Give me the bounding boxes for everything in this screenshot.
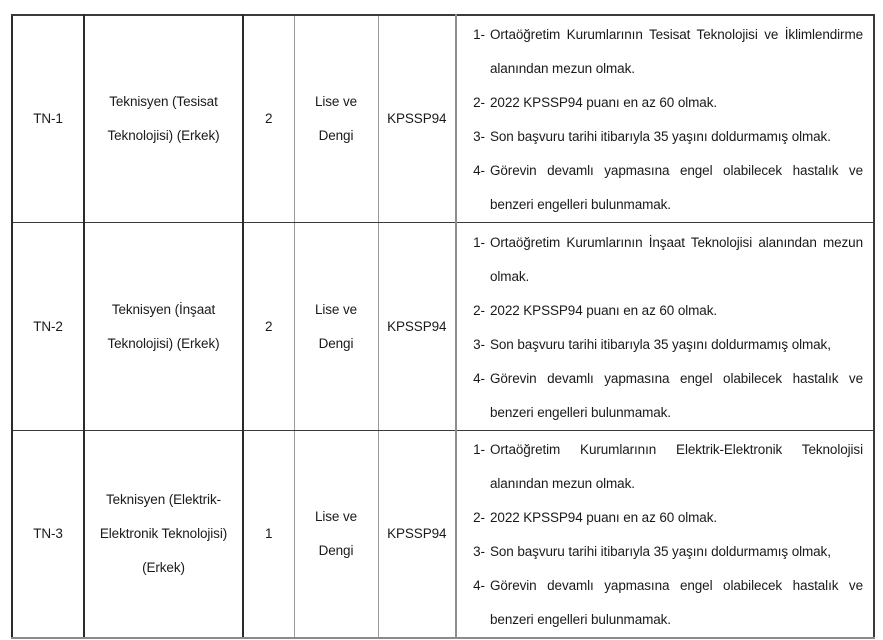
requirement-text: Son başvuru tarihi itibarıyla 35 yaşını doldurmamış olmak, [490, 336, 831, 352]
position-code-cell [12, 15, 84, 223]
requirement-item [468, 569, 863, 637]
position-code: TN-2 [33, 318, 63, 334]
requirement-number: 2- [473, 510, 485, 525]
requirement-text: Son başvuru tarihi itibarıyla 35 yaşını doldurmamış olmak. [490, 129, 831, 144]
requirement-number: 1- [473, 27, 485, 42]
position-count-cell [243, 15, 294, 223]
position-title-line: (Erkek) [142, 560, 185, 575]
position-count-cell [243, 223, 294, 431]
position-title-cell [84, 223, 243, 431]
score-type: KPSSP94 [387, 111, 447, 126]
requirement-item [468, 86, 863, 120]
position-count: 2 [265, 111, 273, 126]
requirement-text: Ortaöğretim Kurumlarının Elektrik-Elektronik Teknolojisi alanından mezun olmak. [490, 442, 863, 491]
requirement-text: Görevin devamlı yapmasına engel olabilecek hastalık ve benzeri engelleri bulunmamak. [490, 163, 863, 212]
requirement-item [468, 501, 863, 535]
requirements-list [457, 16, 873, 222]
position-count: 2 [265, 318, 273, 334]
education-line: Lise ve [314, 509, 358, 524]
position-title-line: Teknolojisi) (Erkek) [107, 335, 220, 351]
education-line: Dengi [318, 543, 354, 558]
position-title-line: Teknisyen (İnşaat [111, 301, 216, 317]
requirement-item [468, 433, 863, 501]
requirement-text: 2022 KPSSP94 puanı en az 60 olmak. [490, 302, 718, 318]
requirement-item [468, 226, 863, 294]
table-row [12, 431, 874, 639]
requirement-number: 4- [473, 163, 485, 178]
requirement-number: 4- [473, 370, 485, 386]
requirements-cell [456, 431, 874, 639]
position-requirements-table [11, 14, 875, 639]
requirement-item [468, 120, 863, 154]
requirement-number: 1- [473, 442, 485, 457]
requirement-number: 1- [473, 234, 485, 250]
position-title-line: Teknisyen (Tesisat [109, 94, 218, 109]
education-level [315, 500, 357, 568]
education-level [315, 293, 357, 361]
education-line: Dengi [318, 128, 354, 143]
requirement-text: Son başvuru tarihi itibarıyla 35 yaşını doldurmamış olmak, [490, 544, 831, 559]
requirement-text: Ortaöğretim Kurumlarının Tesisat Teknolojisi ve İklimlendirme alanından mezun olmak. [490, 27, 863, 76]
education-level-cell [294, 223, 378, 431]
score-type: KPSSP94 [387, 526, 447, 541]
score-type-cell [378, 431, 456, 639]
requirement-item [468, 18, 863, 86]
position-code-cell [12, 223, 84, 431]
education-line: Lise ve [314, 301, 358, 317]
requirement-number: 4- [473, 578, 485, 593]
education-level [315, 85, 357, 153]
position-code-cell [12, 431, 84, 639]
score-type: KPSSP94 [387, 318, 447, 334]
requirement-number: 2- [473, 95, 485, 110]
table-row [12, 223, 874, 431]
position-code: TN-3 [33, 526, 63, 541]
position-count-cell [243, 431, 294, 639]
position-title-line: Elektronik Teknolojisi) [99, 526, 228, 541]
requirement-number: 3- [473, 336, 485, 352]
requirement-number: 3- [473, 544, 485, 559]
requirements-cell [456, 223, 874, 431]
requirements-list [457, 224, 873, 430]
position-title [100, 483, 227, 585]
position-title-cell [84, 15, 243, 223]
requirement-text: Ortaöğretim Kurumlarının İnşaat Teknolojisi alanından mezun olmak. [490, 234, 863, 284]
requirement-item [468, 154, 863, 222]
requirement-item [468, 362, 863, 430]
requirement-text: 2022 KPSSP94 puanı en az 60 olmak. [490, 95, 718, 110]
education-level-cell [294, 15, 378, 223]
position-title-cell [84, 431, 243, 639]
education-line: Dengi [318, 335, 354, 351]
table-row [12, 15, 874, 223]
position-code: TN-1 [33, 111, 63, 126]
requirement-item [468, 535, 863, 569]
position-title [107, 85, 219, 153]
requirements-cell [456, 15, 874, 223]
education-line: Lise ve [314, 94, 358, 109]
education-level-cell [294, 431, 378, 639]
position-title-line: Teknolojisi) (Erkek) [107, 128, 220, 143]
requirement-text: Görevin devamlı yapmasına engel olabilecek hastalık ve benzeri engelleri bulunmamak. [490, 578, 863, 627]
requirement-number: 2- [473, 302, 485, 318]
requirements-list [457, 431, 873, 637]
requirement-number: 3- [473, 129, 485, 144]
requirement-text: 2022 KPSSP94 puanı en az 60 olmak. [490, 510, 718, 525]
position-count: 1 [265, 526, 273, 541]
requirement-item [468, 294, 863, 328]
requirement-item [468, 328, 863, 362]
score-type-cell [378, 15, 456, 223]
score-type-cell [378, 223, 456, 431]
position-title [107, 293, 219, 361]
requirement-text: Görevin devamlı yapmasına engel olabilecek hastalık ve benzeri engelleri bulunmamak. [490, 370, 863, 420]
position-title-line: Teknisyen (Elektrik- [105, 492, 221, 507]
